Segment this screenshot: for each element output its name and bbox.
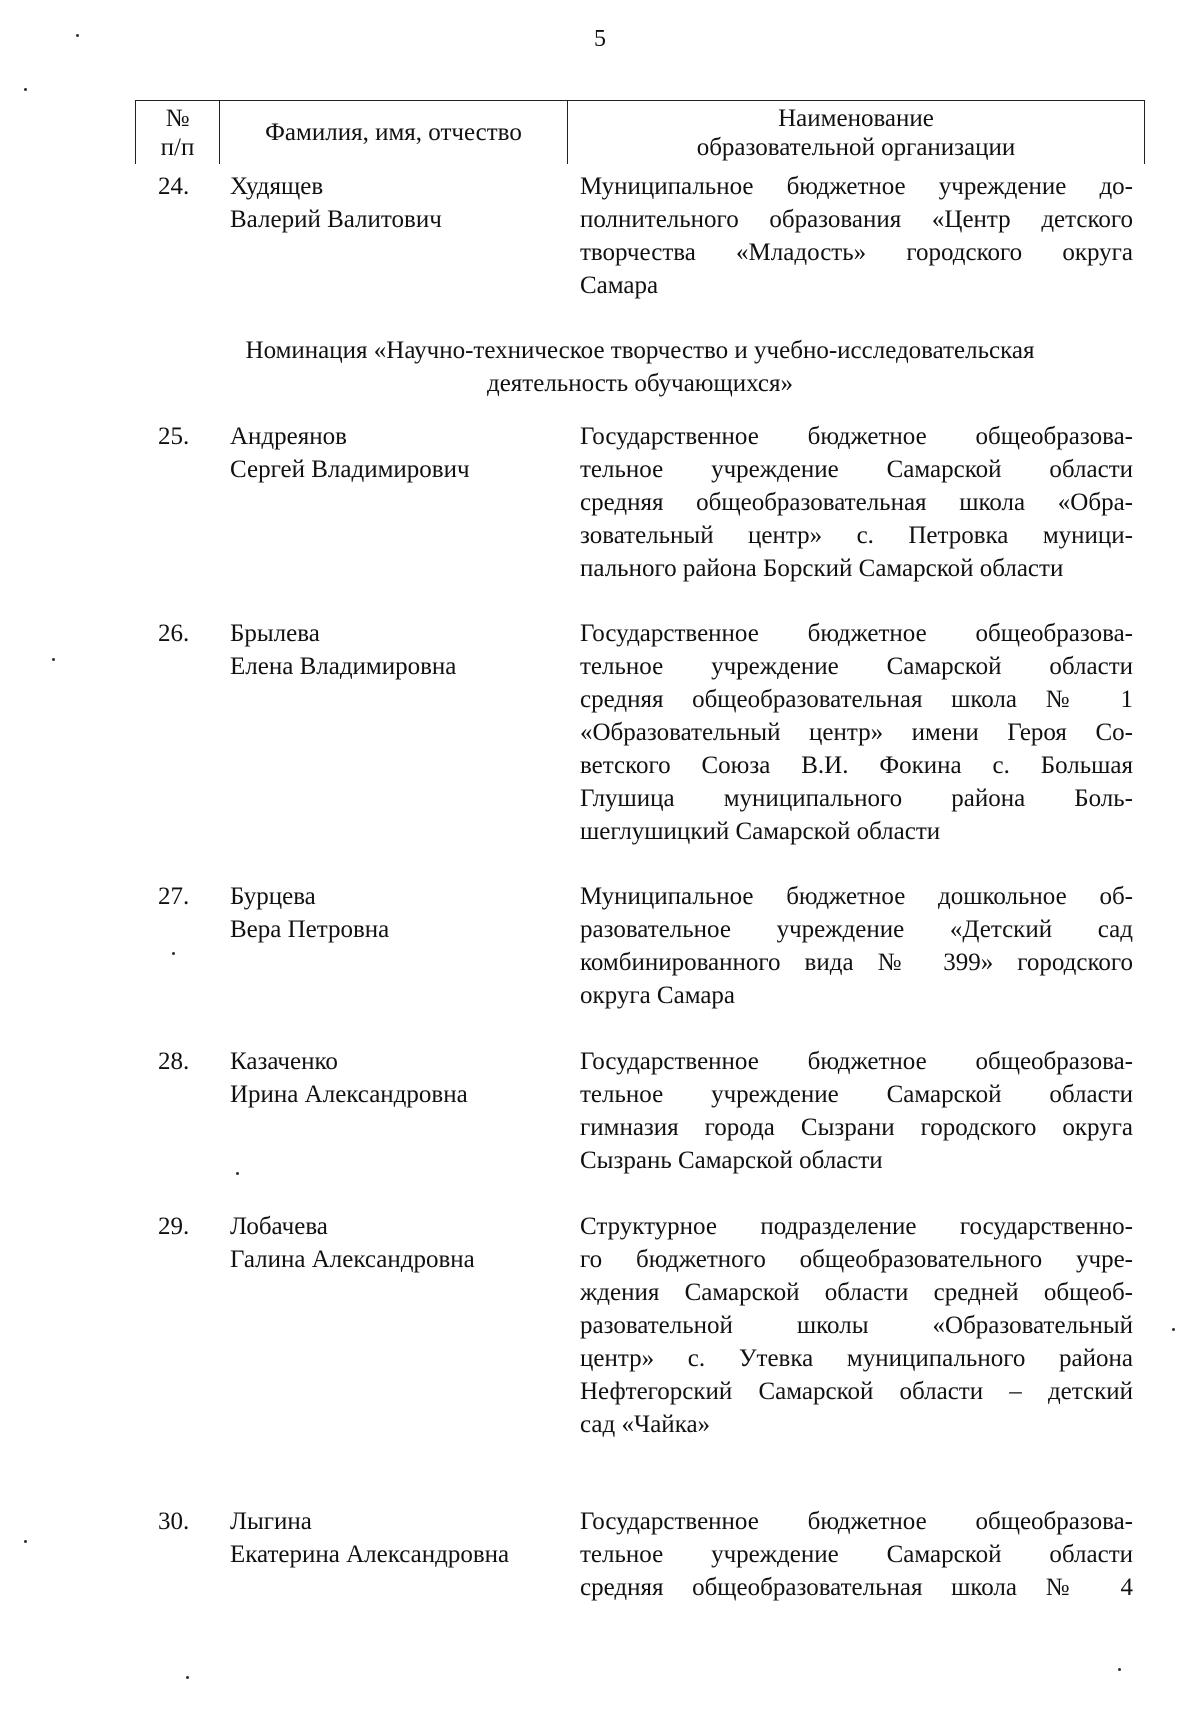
entry-name [230, 617, 560, 683]
org-line: тельное учреждение Самарской области [580, 653, 1133, 680]
scan-speck [76, 34, 79, 37]
entry-name [230, 420, 560, 486]
table-header [135, 100, 1145, 164]
entry-organization [580, 1045, 1133, 1177]
entry-given-names: Ирина Александровна [230, 1081, 468, 1108]
entry-surname: Андреянов [230, 423, 347, 450]
entry-number: 29. [158, 1213, 190, 1240]
org-line: Государственное бюджетное общеобразова- [580, 620, 1133, 647]
entry-given-names: Сергей Владимирович [230, 456, 470, 483]
entry-given-names: Вера Петровна [230, 916, 390, 943]
scan-speck [24, 88, 27, 91]
entry-number: 27. [158, 883, 190, 910]
org-line: Глушица муниципального района Боль- [580, 785, 1133, 812]
scan-speck [24, 1540, 27, 1543]
entry-organization [580, 420, 1133, 585]
nomination-line: деятельность обучающихся» [486, 370, 793, 397]
org-line: Структурное подразделение государственно- [580, 1213, 1133, 1240]
header-number-cell [136, 101, 220, 164]
org-line: Государственное бюджетное общеобразова- [580, 423, 1133, 450]
entry-name [230, 1210, 560, 1276]
org-line: Муниципальное бюджетное учреждение до- [580, 173, 1133, 200]
org-line: Самара [580, 272, 659, 299]
org-line: округа Самара [580, 982, 736, 1009]
org-line: Государственное бюджетное общеобразова- [580, 1048, 1133, 1075]
org-line: тельное учреждение Самарской области [580, 1081, 1133, 1108]
entry-given-names: Елена Владимировна [230, 653, 457, 680]
header-org-label-line2: образовательной организации [696, 133, 1016, 161]
scan-speck [1118, 1668, 1121, 1671]
org-line: средняя общеобразовательная школа «Обра- [580, 489, 1133, 516]
entry-surname: Бурцева [230, 883, 316, 910]
entry-organization [580, 1210, 1133, 1441]
org-line: Нефтегорский Самарской области – детский [580, 1378, 1133, 1405]
entry-number: 28. [158, 1048, 190, 1075]
org-line: средняя общеобразовательная школа № 4 [580, 1574, 1133, 1601]
entry-surname: Брылева [230, 620, 320, 647]
entry-number: 30. [158, 1508, 190, 1535]
entry-number: 24. [158, 173, 190, 200]
org-line: ждения Самарской области средней общеоб- [580, 1279, 1133, 1306]
org-line: полнительного образования «Центр детского [580, 206, 1133, 233]
org-line: Сызрань Самарской области [580, 1147, 883, 1174]
entry-surname: Лобачева [230, 1213, 328, 1240]
entry-surname: Худящев [230, 173, 324, 200]
org-line: сад «Чайка» [580, 1411, 711, 1438]
entry-organization [580, 1505, 1133, 1604]
org-line: разовательной школы «Образовательный [580, 1312, 1133, 1339]
entry-name [230, 1505, 560, 1571]
entry-name [230, 170, 560, 236]
org-line: пального района Борский Самарской области [580, 555, 1064, 582]
entry-name [230, 1045, 560, 1111]
nomination-line: Номинация «Научно-техническое творчество и учебно-исследовательская [245, 337, 1035, 364]
entry-given-names: Екатерина Александровна [230, 1541, 510, 1568]
header-name-label: Фамилия, имя, отчество [265, 119, 522, 146]
header-number-abbr: п/п [160, 133, 195, 161]
org-line: творчества «Младость» городского округа [580, 239, 1133, 266]
org-line: тельное учреждение Самарской области [580, 456, 1133, 483]
org-line: зовательный центр» с. Петровка муници- [580, 522, 1133, 549]
page-number: 5 [594, 26, 606, 52]
entry-given-names: Валерий Валитович [230, 206, 442, 233]
org-line: Муниципальное бюджетное дошкольное об- [580, 883, 1133, 910]
nomination-heading [140, 334, 1140, 400]
org-line: Государственное бюджетное общеобразова- [580, 1508, 1133, 1535]
entry-organization [580, 880, 1133, 1012]
entry-given-names: Галина Александровна [230, 1246, 475, 1273]
org-line: комбинированного вида № 399» городского [580, 949, 1133, 976]
scan-speck [1172, 1328, 1175, 1331]
scan-speck [186, 1676, 189, 1679]
org-line: разовательное учреждение «Детский сад [580, 916, 1133, 943]
entry-organization [580, 170, 1133, 302]
scan-speck [52, 658, 55, 661]
org-line: центр» с. Утевка муниципального района [580, 1345, 1133, 1372]
org-line: «Образовательный центр» имени Героя Со- [580, 719, 1133, 746]
entry-surname: Казаченко [230, 1048, 338, 1075]
scan-speck [172, 952, 175, 955]
header-org-label-line1: Наименование [778, 104, 934, 132]
entry-number: 25. [158, 423, 190, 450]
entry-number: 26. [158, 620, 190, 647]
org-line: ветского Союза В.И. Фокина с. Большая [580, 752, 1133, 779]
org-line: средняя общеобразовательная школа № 1 [580, 686, 1133, 713]
entry-surname: Лыгина [230, 1508, 312, 1535]
header-name-cell [220, 101, 568, 164]
header-number-symbol: № [165, 104, 190, 132]
org-line: го бюджетного общеобразовательного учре- [580, 1246, 1133, 1273]
entry-name [230, 880, 560, 946]
entry-organization [580, 617, 1133, 848]
header-org-cell [568, 101, 1144, 164]
org-line: шеглушицкий Самарской области [580, 818, 941, 845]
scan-speck [236, 1172, 239, 1175]
org-line: тельное учреждение Самарской области [580, 1541, 1133, 1568]
org-line: гимназия города Сызрани городского округа [580, 1114, 1133, 1141]
